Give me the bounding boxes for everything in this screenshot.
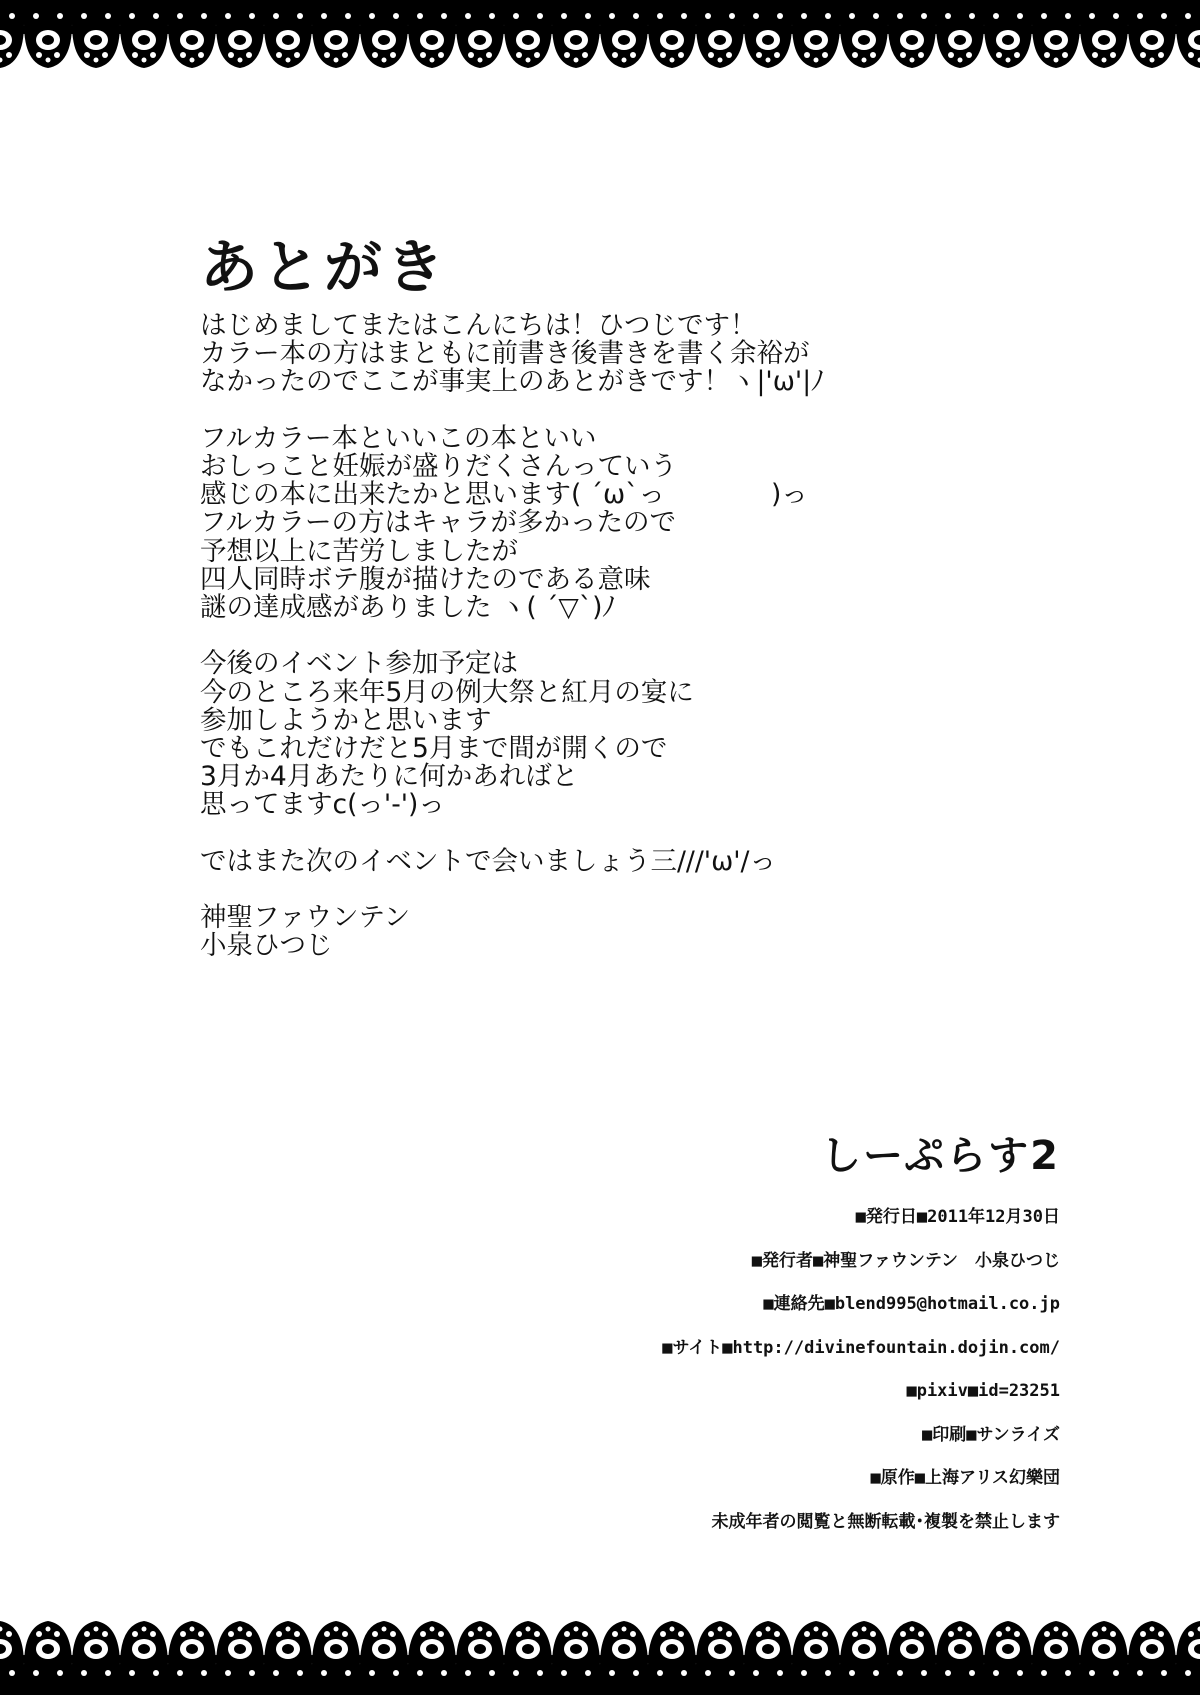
circle-name: 神聖ファウンテン (200, 902, 411, 934)
lace-border-top (0, 0, 1200, 80)
afterword-signature (200, 904, 960, 960)
afterword-line: 今のところ来年5月の例大祭と紅月の宴に (200, 676, 694, 708)
afterword-paragraph (200, 312, 960, 397)
colophon-publisher: ■発行者■神聖ファウンテン 小泉ひつじ (751, 1250, 1060, 1271)
book-title: しーぷらす2 (820, 1133, 1060, 1179)
author-name: 小泉ひつじ (200, 930, 333, 962)
afterword-paragraph (200, 422, 960, 624)
afterword-line: ではまた次のイベントで会いましょう三///'ω'/っ (200, 845, 776, 877)
afterword-title: あとがき (200, 233, 449, 301)
afterword-paragraph (200, 650, 960, 819)
colophon-printer: ■印刷■サンライズ (922, 1424, 1060, 1445)
afterword-line: 四人同時ボテ腹が描けたのである意味 (200, 563, 651, 595)
afterword-line: 謎の達成感がありました ヽ( ´▽`)ﾉ (200, 592, 616, 624)
afterword-line: 思ってますc(っ'-')っ (200, 789, 445, 821)
colophon-pixiv: ■pixiv■id=23251 (906, 1381, 1060, 1401)
colophon-site: ■サイト■http://divinefountain.dojin.com/ (662, 1337, 1060, 1358)
colophon (160, 1124, 1060, 1555)
afterword-line: 3月か4月あたりに何かあればと (200, 761, 579, 793)
afterword-line: はじめましてまたはこんにちは！ひつじです！ (200, 310, 757, 341)
afterword-paragraph (200, 845, 960, 877)
afterword-body (200, 312, 960, 989)
colophon-publish-date: ■発行日■2011年12月30日 (855, 1207, 1060, 1227)
afterword-line: 参加しようかと思います (200, 704, 492, 736)
colophon-contact: ■連絡先■blend995@hotmail.co.jp (763, 1294, 1060, 1314)
afterword-line: フルカラー本といいこの本といい (200, 422, 597, 454)
afterword-line: 感じの本に出来たかと思います( ´ω`っ )っ (200, 479, 808, 511)
afterword-line: フルカラーの方はキャラが多かったので (200, 507, 676, 539)
afterword-line: でもこれだけだと5月まで間が開くので (200, 733, 668, 765)
afterword-line: なかったのでここが事実上のあとがきです！ヽ|'ω'|ﾉ (200, 366, 825, 398)
afterword-line: 今後のイベント参加予定は (200, 648, 518, 680)
afterword-line: おしっこと妊娠が盛りだくさんっていう (200, 451, 677, 482)
afterword-line: 予想以上に苦労しましたが (200, 535, 518, 567)
colophon-notice: 未成年者の閲覧と無断転載･複製を禁止します (711, 1511, 1060, 1532)
lace-border-bottom (0, 1608, 1200, 1695)
colophon-original-work: ■原作■上海アリス幻樂団 (870, 1468, 1060, 1488)
afterword-line: カラー本の方はまともに前書き後書きを書く余裕が (200, 338, 810, 370)
